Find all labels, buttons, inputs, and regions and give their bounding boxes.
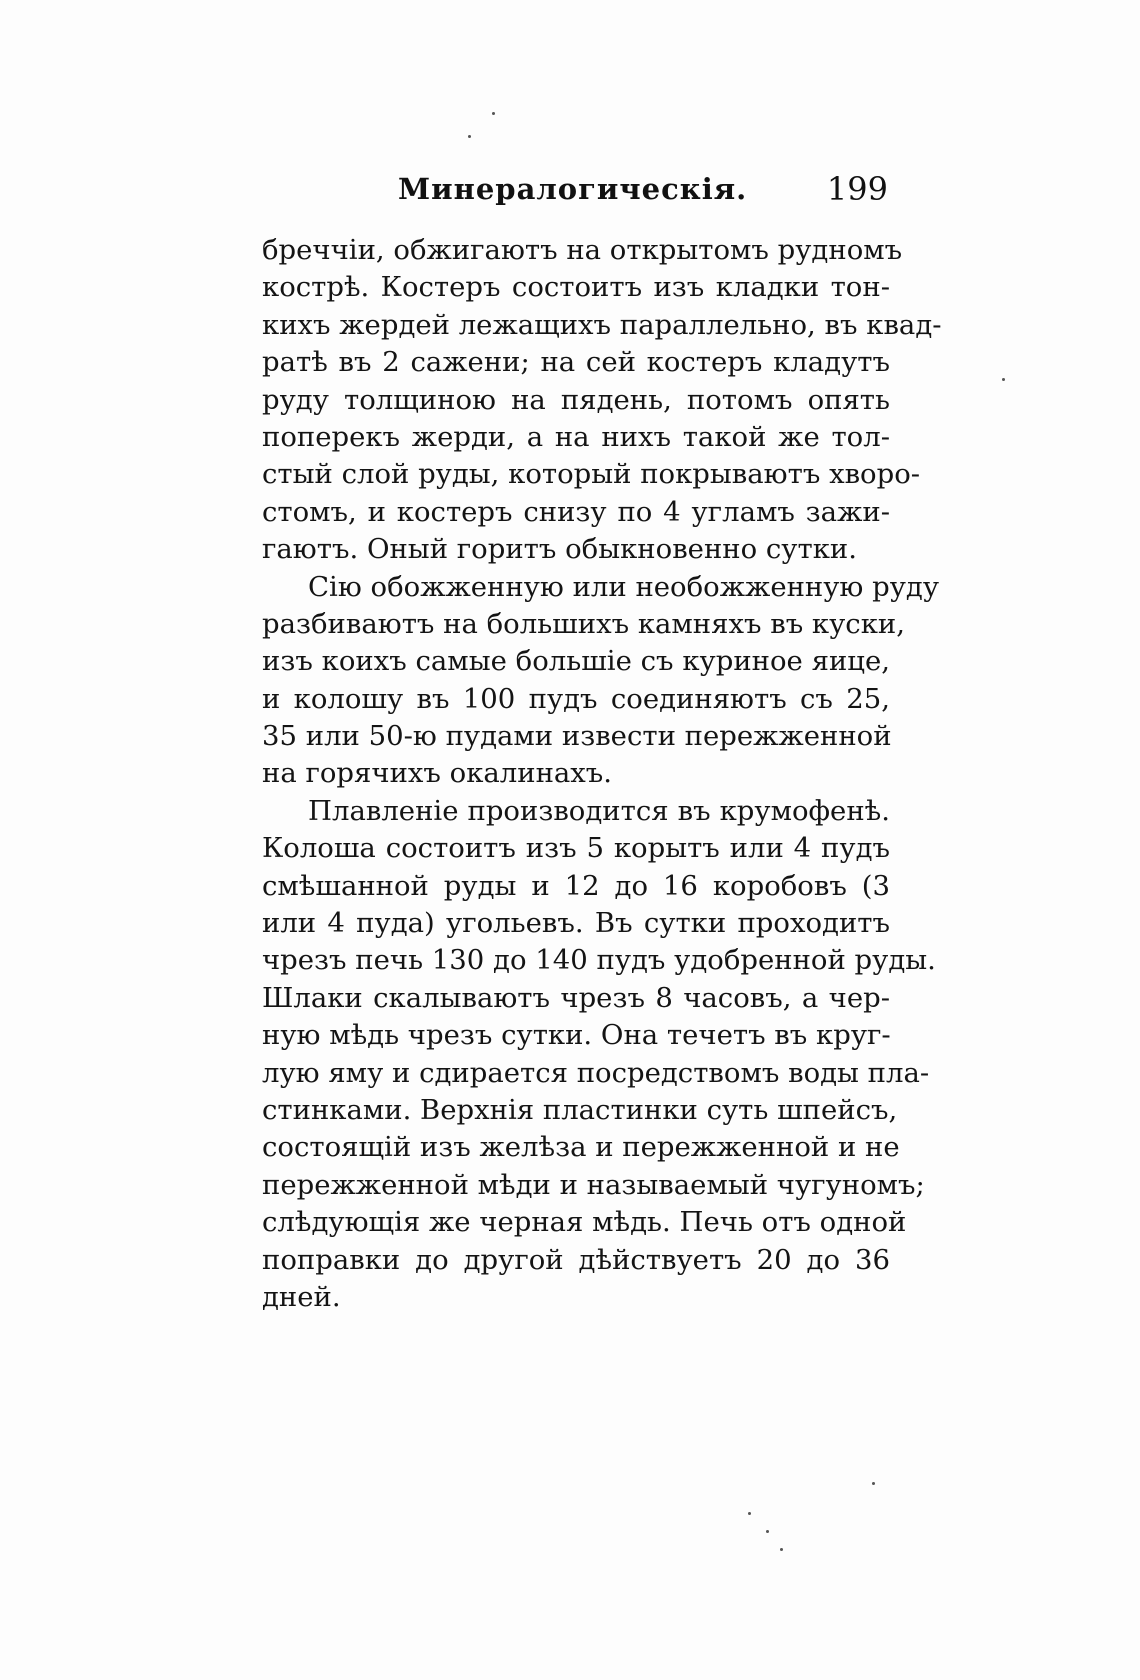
text-line: поправки до другой дѣйствуетъ 20 до 36 — [262, 1243, 890, 1276]
text-line: бреччіи, обжигаютъ на открытомъ рудномъ — [262, 234, 903, 266]
text-line: ную мѣдь чрезъ сутки. Она течетъ въ круг- — [262, 1019, 891, 1052]
text-line: 35 или 50-ю пудами извести пережженной — [262, 720, 892, 753]
scan-speck — [1002, 378, 1005, 381]
page-header — [268, 172, 888, 216]
text-line: стомъ, и костеръ снизу по 4 угламъ зажи- — [262, 495, 890, 528]
text-line: Плавленіе производится въ крумофенѣ. — [308, 794, 890, 827]
text-line: разбиваютъ на большихъ камняхъ въ куски, — [262, 607, 905, 640]
text-line: ратѣ въ 2 сажени; на сей костеръ кладутъ — [262, 346, 890, 379]
scan-speck — [872, 1482, 875, 1485]
text-line: дней. — [262, 1280, 341, 1313]
text-line: стинками. Верхнія пластинки суть шпейсъ, — [262, 1093, 898, 1126]
text-line: поперекъ жерди, а на нихъ такой же тол- — [262, 420, 890, 453]
text-line: Колоша состоитъ изъ 5 корытъ или 4 пудъ — [262, 832, 890, 865]
text-line: слѣдующія же черная мѣдь. Печь отъ одной — [262, 1206, 907, 1239]
page-number: 199 — [826, 170, 888, 208]
running-head: Минералогическія. — [398, 172, 748, 206]
text-line: чрезъ печь 130 до 140 пудъ удобренной руды. — [262, 944, 936, 977]
scan-speck — [780, 1548, 783, 1551]
body-text — [262, 232, 942, 1316]
text-line: гаютъ. Оный горитъ обыкновенно сутки. — [262, 533, 857, 566]
text-line: смѣшанной руды и 12 до 16 коробовъ (3 — [262, 869, 890, 902]
text-line: руду толщиною на пядень, потомъ опять — [262, 383, 890, 416]
scan-speck — [492, 112, 495, 115]
text-line: кострѣ. Костеръ состоитъ изъ кладки тон- — [262, 271, 890, 304]
scan-speck — [748, 1512, 751, 1515]
scan-speck — [468, 135, 471, 138]
text-line: лую яму и сдирается посредствомъ воды пла- — [262, 1056, 930, 1089]
text-line: изъ коихъ самые большіе съ куриное яице, — [262, 645, 890, 678]
text-line: стый слой руды, который покрываютъ хворо- — [262, 458, 921, 491]
text-line: Сію обожженную или необожженную руду — [308, 570, 940, 603]
scan-speck — [766, 1530, 769, 1533]
text-line: состоящій изъ желѣза и пережженной и не — [262, 1131, 900, 1164]
text-line: пережженной мѣди и называемый чугуномъ; — [262, 1168, 925, 1201]
text-line: и колошу въ 100 пудъ соединяютъ съ 25, — [262, 682, 890, 715]
text-line: Шлаки скалываютъ чрезъ 8 часовъ, а чер- — [262, 981, 890, 1014]
text-line: на горячихъ окалинахъ. — [262, 757, 613, 790]
text-line: кихъ жердей лежащихъ параллельно, въ квад- — [262, 308, 942, 341]
text-line: или 4 пуда) угольевъ. Въ сутки проходитъ — [262, 907, 890, 940]
